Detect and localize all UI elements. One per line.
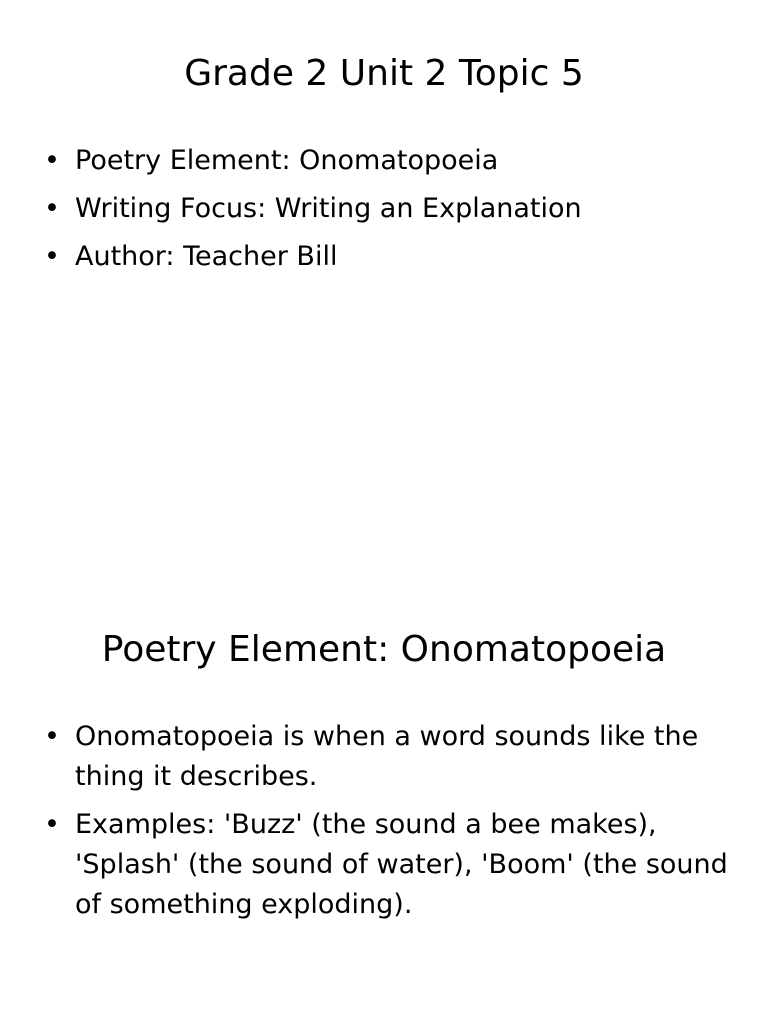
bullet-icon: • <box>44 721 60 752</box>
bullet-icon: • <box>44 145 60 176</box>
bullet-item <box>44 237 734 277</box>
bullet-text: Onomatopoeia is when a word sounds like the thing it describes. <box>75 721 699 792</box>
bullet-list <box>44 717 734 933</box>
bullet-icon: • <box>44 241 60 272</box>
bullet-icon: • <box>44 809 60 840</box>
bullet-item <box>44 717 734 797</box>
slide-title: Poetry Element: Onomatopoeia <box>101 629 667 670</box>
bullet-item <box>44 189 734 229</box>
bullet-item <box>44 141 734 181</box>
bullet-list <box>44 141 734 285</box>
bullet-icon: • <box>44 193 60 224</box>
bullet-text: Author: Teacher Bill <box>75 241 338 272</box>
bullet-item <box>44 805 734 925</box>
bullet-text: Poetry Element: Onomatopoeia <box>75 145 499 176</box>
bullet-text: Examples: 'Buzz' (the sound a bee makes), 'Splash' (the sound of water), 'Boom' (the sound of something exploding). <box>75 809 728 920</box>
slide-2 <box>0 512 768 1024</box>
bullet-text: Writing Focus: Writing an Explanation <box>75 193 582 224</box>
slide-title: Grade 2 Unit 2 Topic 5 <box>184 53 584 94</box>
